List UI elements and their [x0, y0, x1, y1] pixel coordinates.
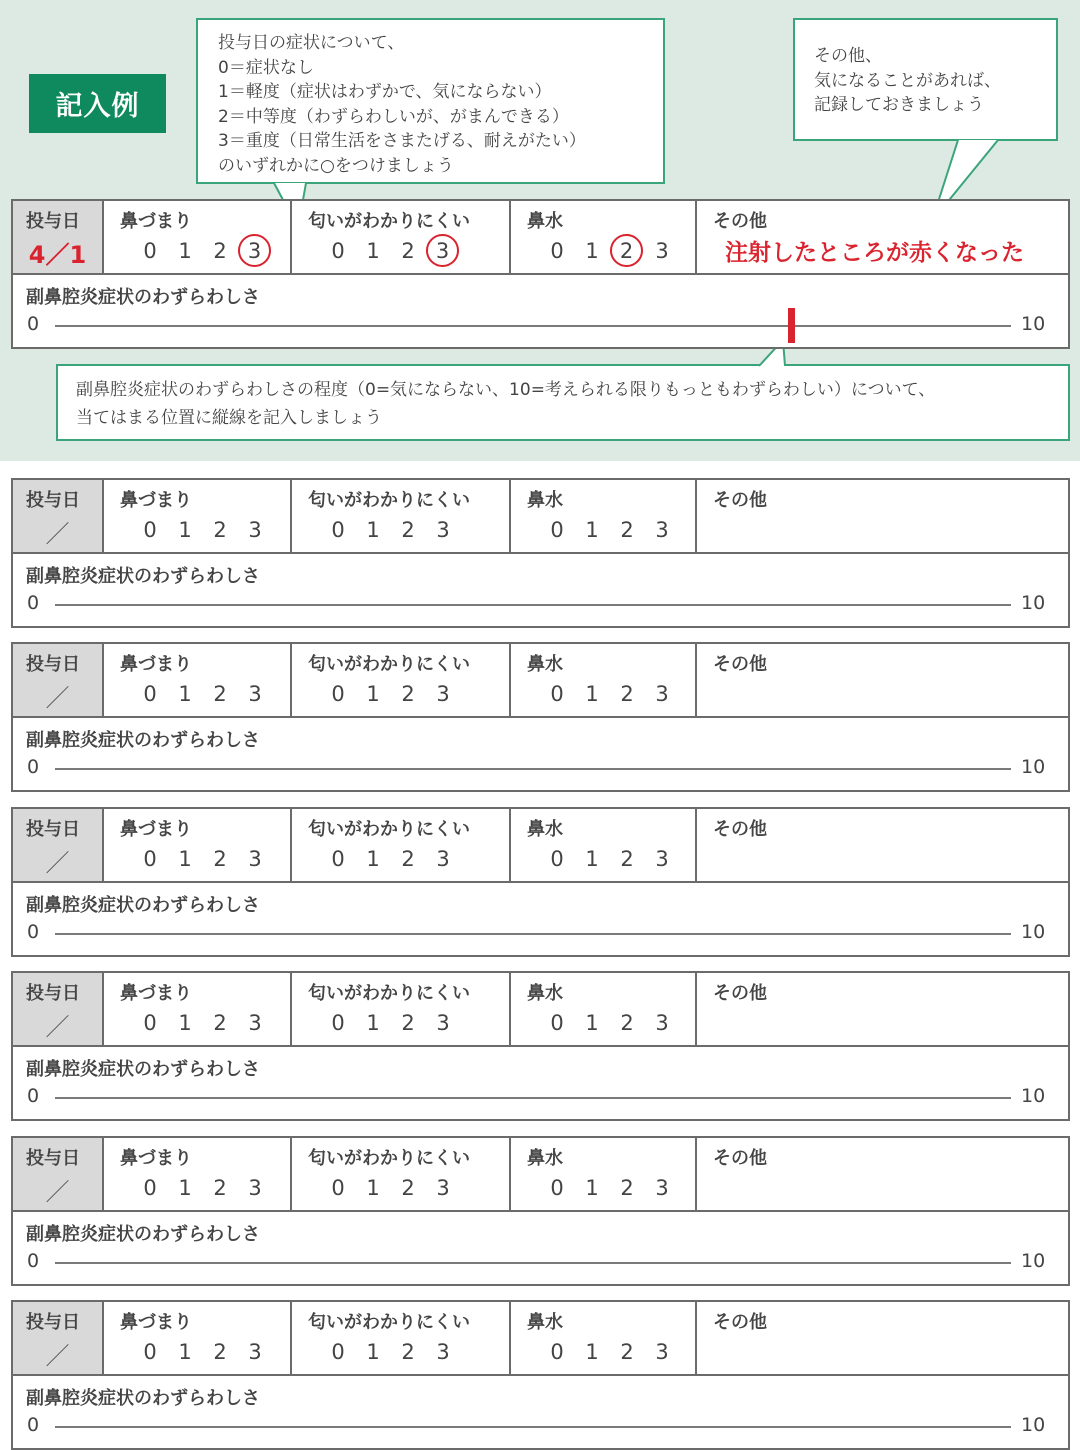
smell-score-3[interactable]: 3: [436, 681, 450, 706]
runny-nose-score-0[interactable]: 0: [550, 517, 564, 542]
other-callout: その他、 気になることがあれば、 記録しておきましょう: [793, 18, 1058, 141]
nasal-congestion-score-0[interactable]: 0: [143, 517, 157, 542]
scale-max-label: 10: [1021, 921, 1046, 943]
date-value: 4／1: [28, 241, 87, 269]
nasal-congestion-score-2[interactable]: 2: [213, 1010, 227, 1035]
smell-scores: [326, 1009, 455, 1036]
runny-nose-scores: [545, 1174, 674, 1201]
runny-nose-score-0[interactable]: 0: [550, 1010, 564, 1035]
date-cell: [13, 201, 104, 273]
nasal-congestion-scores: [138, 680, 267, 707]
runny-nose-score-1[interactable]: 1: [585, 1010, 599, 1035]
smell-score-2[interactable]: 2: [401, 1339, 415, 1364]
smell-label: 匂いがわかりにくい: [308, 654, 470, 675]
smell-score-2[interactable]: 2: [401, 517, 415, 542]
runny-nose-label: 鼻水: [527, 654, 563, 675]
smell-cell: [292, 1302, 511, 1374]
date-value[interactable]: ／: [45, 520, 70, 548]
record-card: [11, 807, 1070, 957]
nasal-congestion-cell: [104, 809, 292, 881]
nasal-congestion-score-3[interactable]: 3: [248, 1010, 262, 1035]
runny-nose-score-1[interactable]: 1: [585, 238, 599, 263]
date-cell: [13, 644, 104, 716]
nasal-congestion-label: 鼻づまり: [120, 490, 192, 511]
nasal-congestion-score-2[interactable]: 2: [213, 681, 227, 706]
nasal-congestion-score-0[interactable]: 0: [143, 1175, 157, 1200]
other-cell[interactable]: [697, 973, 1068, 1045]
nasal-congestion-score-2[interactable]: 2: [213, 1339, 227, 1364]
runny-nose-label: 鼻水: [527, 983, 563, 1004]
nasal-congestion-score-0[interactable]: 0: [143, 1010, 157, 1035]
runny-nose-label: 鼻水: [527, 490, 563, 511]
runny-nose-score-2[interactable]: 2: [610, 234, 643, 267]
severity-row: [13, 1047, 1068, 1119]
smell-label: 匂いがわかりにくい: [308, 983, 470, 1004]
scale-min-label: 0: [27, 1085, 40, 1107]
other-cell[interactable]: [697, 809, 1068, 881]
runny-nose-score-2[interactable]: 2: [620, 517, 634, 542]
severity-label: 副鼻腔炎症状のわずらわしさ: [26, 730, 260, 751]
nasal-congestion-scores: [138, 237, 267, 264]
symptoms-callout: 投与日の症状について、 0＝症状なし 1＝軽度（症状はわずかで、気にならない） 2＝中等度（わずらわしいが、がまんできる） 3＝重度（日常生活をさまたげる、耐えがたい） のいずれかに○をつけましょう: [196, 18, 665, 184]
scale-min-label: 0: [27, 1414, 40, 1436]
runny-nose-cell: [511, 480, 697, 552]
severity-scale-line[interactable]: [55, 1426, 1011, 1428]
other-cell[interactable]: [697, 480, 1068, 552]
date-cell: [13, 1302, 104, 1374]
nasal-congestion-label: 鼻づまり: [120, 654, 192, 675]
date-label: 投与日: [26, 983, 80, 1004]
smell-score-1[interactable]: 1: [366, 238, 380, 263]
runny-nose-cell: [511, 1302, 697, 1374]
smell-score-2[interactable]: 2: [401, 1010, 415, 1035]
other-cell[interactable]: [697, 201, 1068, 273]
scale-max-label: 10: [1021, 1085, 1046, 1107]
severity-scale-line[interactable]: [55, 325, 1011, 327]
smell-score-0[interactable]: 0: [331, 517, 345, 542]
other-label: その他: [713, 1312, 767, 1333]
smell-score-1[interactable]: 1: [366, 1339, 380, 1364]
date-value[interactable]: ／: [45, 684, 70, 712]
smell-label: 匂いがわかりにくい: [308, 819, 470, 840]
other-cell[interactable]: [697, 644, 1068, 716]
runny-nose-score-3[interactable]: 3: [655, 1175, 669, 1200]
date-label: 投与日: [26, 654, 80, 675]
date-cell: [13, 809, 104, 881]
scale-max-label: 10: [1021, 313, 1046, 335]
runny-nose-score-0[interactable]: 0: [550, 1339, 564, 1364]
severity-row: [13, 1212, 1068, 1284]
runny-nose-score-1[interactable]: 1: [585, 517, 599, 542]
smell-cell: [292, 644, 511, 716]
runny-nose-score-0[interactable]: 0: [550, 846, 564, 871]
date-cell: [13, 1138, 104, 1210]
record-card: [11, 478, 1070, 628]
scale-min-label: 0: [27, 756, 40, 778]
runny-nose-score-1[interactable]: 1: [585, 1339, 599, 1364]
nasal-congestion-scores: [138, 1174, 267, 1201]
symptom-row: [13, 809, 1068, 883]
runny-nose-label: 鼻水: [527, 211, 563, 232]
symptom-row: [13, 644, 1068, 718]
date-label: 投与日: [26, 1312, 80, 1333]
date-cell: [13, 480, 104, 552]
smell-scores: [326, 845, 455, 872]
symptom-row: [13, 480, 1068, 554]
severity-row: [13, 554, 1068, 626]
severity-scale-line[interactable]: [55, 604, 1011, 606]
record-card: [11, 1136, 1070, 1286]
runny-nose-score-3[interactable]: 3: [655, 681, 669, 706]
runny-nose-cell: [511, 973, 697, 1045]
other-label: その他: [713, 1148, 767, 1169]
date-label: 投与日: [26, 1148, 80, 1169]
runny-nose-score-2[interactable]: 2: [620, 681, 634, 706]
nasal-congestion-score-1[interactable]: 1: [178, 681, 192, 706]
nasal-congestion-score-3[interactable]: 3: [248, 1175, 262, 1200]
smell-label: 匂いがわかりにくい: [308, 211, 470, 232]
smell-score-1[interactable]: 1: [366, 681, 380, 706]
severity-scale-line[interactable]: [55, 1262, 1011, 1264]
smell-score-2[interactable]: 2: [401, 238, 415, 263]
nasal-congestion-score-2[interactable]: 2: [213, 846, 227, 871]
runny-nose-cell: [511, 1138, 697, 1210]
date-label: 投与日: [26, 490, 80, 511]
nasal-congestion-score-2[interactable]: 2: [213, 238, 227, 263]
smell-score-3[interactable]: 3: [436, 1175, 450, 1200]
runny-nose-scores: [545, 1338, 674, 1365]
nasal-congestion-label: 鼻づまり: [120, 983, 192, 1004]
scale-max-label: 10: [1021, 1414, 1046, 1436]
smell-cell: [292, 1138, 511, 1210]
runny-nose-score-0[interactable]: 0: [550, 1175, 564, 1200]
nasal-congestion-cell: [104, 1138, 292, 1210]
nasal-congestion-label: 鼻づまり: [120, 1312, 192, 1333]
scale-max-label: 10: [1021, 756, 1046, 778]
severity-scale-line[interactable]: [55, 1097, 1011, 1099]
runny-nose-scores: [545, 1009, 674, 1036]
nasal-congestion-cell: [104, 201, 292, 273]
nasal-congestion-score-1[interactable]: 1: [178, 846, 192, 871]
runny-nose-scores: [545, 516, 674, 543]
smell-score-3[interactable]: 3: [436, 1339, 450, 1364]
date-label: 投与日: [26, 211, 80, 232]
nasal-congestion-score-3[interactable]: 3: [248, 681, 262, 706]
nasal-congestion-cell: [104, 480, 292, 552]
date-cell: [13, 973, 104, 1045]
record-card: [11, 1300, 1070, 1450]
scale-max-label: 10: [1021, 1250, 1046, 1272]
other-cell[interactable]: [697, 1138, 1068, 1210]
scale-min-label: 0: [27, 592, 40, 614]
nasal-congestion-score-1[interactable]: 1: [178, 517, 192, 542]
smell-score-3[interactable]: 3: [436, 1010, 450, 1035]
nasal-congestion-score-0[interactable]: 0: [143, 681, 157, 706]
scale-min-label: 0: [27, 313, 40, 335]
severity-row: [13, 1376, 1068, 1448]
smell-score-2[interactable]: 2: [401, 1175, 415, 1200]
scale-max-label: 10: [1021, 592, 1046, 614]
scale-min-label: 0: [27, 1250, 40, 1272]
other-label: その他: [713, 654, 767, 675]
smell-score-0[interactable]: 0: [331, 1339, 345, 1364]
other-label: その他: [713, 819, 767, 840]
severity-row: [13, 883, 1068, 955]
smell-score-1[interactable]: 1: [366, 846, 380, 871]
date-label: 投与日: [26, 819, 80, 840]
runny-nose-score-2[interactable]: 2: [620, 1339, 634, 1364]
example-badge: 記入例: [29, 74, 166, 133]
smell-score-3[interactable]: 3: [436, 846, 450, 871]
severity-label: 副鼻腔炎症状のわずらわしさ: [26, 895, 260, 916]
smell-cell: [292, 480, 511, 552]
severity-scale-line[interactable]: [55, 768, 1011, 770]
smell-score-1[interactable]: 1: [366, 1175, 380, 1200]
runny-nose-score-3[interactable]: 3: [655, 1339, 669, 1364]
severity-label: 副鼻腔炎症状のわずらわしさ: [26, 1388, 260, 1409]
nasal-congestion-score-1[interactable]: 1: [178, 238, 192, 263]
runny-nose-label: 鼻水: [527, 1312, 563, 1333]
nasal-congestion-score-2[interactable]: 2: [213, 1175, 227, 1200]
smell-scores: [326, 1338, 455, 1365]
runny-nose-score-1[interactable]: 1: [585, 846, 599, 871]
runny-nose-label: 鼻水: [527, 819, 563, 840]
runny-nose-score-0[interactable]: 0: [550, 681, 564, 706]
date-value[interactable]: ／: [45, 1013, 70, 1041]
smell-score-0[interactable]: 0: [331, 681, 345, 706]
date-value[interactable]: ／: [45, 1178, 70, 1206]
other-cell[interactable]: [697, 1302, 1068, 1374]
severity-label: 副鼻腔炎症状のわずらわしさ: [26, 1224, 260, 1245]
smell-label: 匂いがわかりにくい: [308, 490, 470, 511]
smell-score-3[interactable]: 3: [436, 517, 450, 542]
smell-scores: [326, 1174, 455, 1201]
nasal-congestion-score-3[interactable]: 3: [248, 1339, 262, 1364]
nasal-congestion-score-3[interactable]: 3: [248, 846, 262, 871]
smell-score-0[interactable]: 0: [331, 846, 345, 871]
runny-nose-cell: [511, 809, 697, 881]
severity-row: [13, 275, 1068, 347]
runny-nose-score-3[interactable]: 3: [655, 1010, 669, 1035]
smell-score-1[interactable]: 1: [366, 517, 380, 542]
date-value[interactable]: ／: [45, 1342, 70, 1370]
symptom-row: [13, 201, 1068, 275]
nasal-congestion-score-3[interactable]: 3: [248, 517, 262, 542]
nasal-congestion-scores: [138, 1009, 267, 1036]
runny-nose-score-3[interactable]: 3: [655, 517, 669, 542]
severity-scale-line[interactable]: [55, 933, 1011, 935]
smell-cell: [292, 201, 511, 273]
nasal-congestion-cell: [104, 973, 292, 1045]
nasal-congestion-score-1[interactable]: 1: [178, 1339, 192, 1364]
smell-score-0[interactable]: 0: [331, 1010, 345, 1035]
runny-nose-scores: [545, 237, 674, 264]
nasal-congestion-score-0[interactable]: 0: [143, 1339, 157, 1364]
smell-score-3[interactable]: 3: [426, 234, 459, 267]
nasal-congestion-cell: [104, 644, 292, 716]
nasal-congestion-score-1[interactable]: 1: [178, 1010, 192, 1035]
nasal-congestion-score-1[interactable]: 1: [178, 1175, 192, 1200]
smell-score-2[interactable]: 2: [401, 681, 415, 706]
nasal-congestion-scores: [138, 845, 267, 872]
severity-label: 副鼻腔炎症状のわずらわしさ: [26, 1059, 260, 1080]
nasal-congestion-score-0[interactable]: 0: [143, 846, 157, 871]
smell-score-0[interactable]: 0: [331, 1175, 345, 1200]
severity-row: [13, 718, 1068, 790]
date-value[interactable]: ／: [45, 849, 70, 877]
other-note: 注射したところが赤くなった: [725, 240, 1024, 266]
smell-scores: [326, 516, 455, 543]
other-label: その他: [713, 983, 767, 1004]
severity-label: 副鼻腔炎症状のわずらわしさ: [26, 566, 260, 587]
record-card: [11, 971, 1070, 1121]
nasal-congestion-label: 鼻づまり: [120, 819, 192, 840]
runny-nose-score-3[interactable]: 3: [655, 238, 669, 263]
runny-nose-score-0[interactable]: 0: [550, 238, 564, 263]
other-label: その他: [713, 490, 767, 511]
smell-label: 匂いがわかりにくい: [308, 1312, 470, 1333]
nasal-congestion-score-3[interactable]: 3: [238, 234, 271, 267]
nasal-congestion-score-2[interactable]: 2: [213, 517, 227, 542]
symptom-row: [13, 1302, 1068, 1376]
smell-cell: [292, 809, 511, 881]
example-record-card: [11, 199, 1070, 349]
runny-nose-cell: [511, 644, 697, 716]
nasal-congestion-score-0[interactable]: 0: [143, 238, 157, 263]
symptom-row: [13, 973, 1068, 1047]
smell-cell: [292, 973, 511, 1045]
nasal-congestion-label: 鼻づまり: [120, 211, 192, 232]
smell-scores: [326, 680, 455, 707]
runny-nose-scores: [545, 680, 674, 707]
runny-nose-score-1[interactable]: 1: [585, 681, 599, 706]
nasal-congestion-cell: [104, 1302, 292, 1374]
scale-callout: 副鼻腔炎症状のわずらわしさの程度（0=気にならない、10=考えられる限りもっともわずらわしい）について、 当てはまる位置に縦線を記入しましょう: [56, 364, 1070, 441]
severity-label: 副鼻腔炎症状のわずらわしさ: [26, 287, 260, 308]
smell-score-2[interactable]: 2: [401, 846, 415, 871]
nasal-congestion-label: 鼻づまり: [120, 1148, 192, 1169]
runny-nose-label: 鼻水: [527, 1148, 563, 1169]
nasal-congestion-scores: [138, 516, 267, 543]
other-label: その他: [713, 211, 767, 232]
runny-nose-score-3[interactable]: 3: [655, 846, 669, 871]
smell-score-0[interactable]: 0: [331, 238, 345, 263]
severity-mark: [788, 308, 795, 343]
runny-nose-scores: [545, 845, 674, 872]
smell-score-1[interactable]: 1: [366, 1010, 380, 1035]
runny-nose-score-2[interactable]: 2: [620, 1175, 634, 1200]
runny-nose-score-2[interactable]: 2: [620, 846, 634, 871]
smell-label: 匂いがわかりにくい: [308, 1148, 470, 1169]
nasal-congestion-scores: [138, 1338, 267, 1365]
runny-nose-cell: [511, 201, 697, 273]
record-card: [11, 642, 1070, 792]
runny-nose-score-2[interactable]: 2: [620, 1010, 634, 1035]
runny-nose-score-1[interactable]: 1: [585, 1175, 599, 1200]
smell-scores: [326, 237, 455, 264]
scale-min-label: 0: [27, 921, 40, 943]
symptom-row: [13, 1138, 1068, 1212]
